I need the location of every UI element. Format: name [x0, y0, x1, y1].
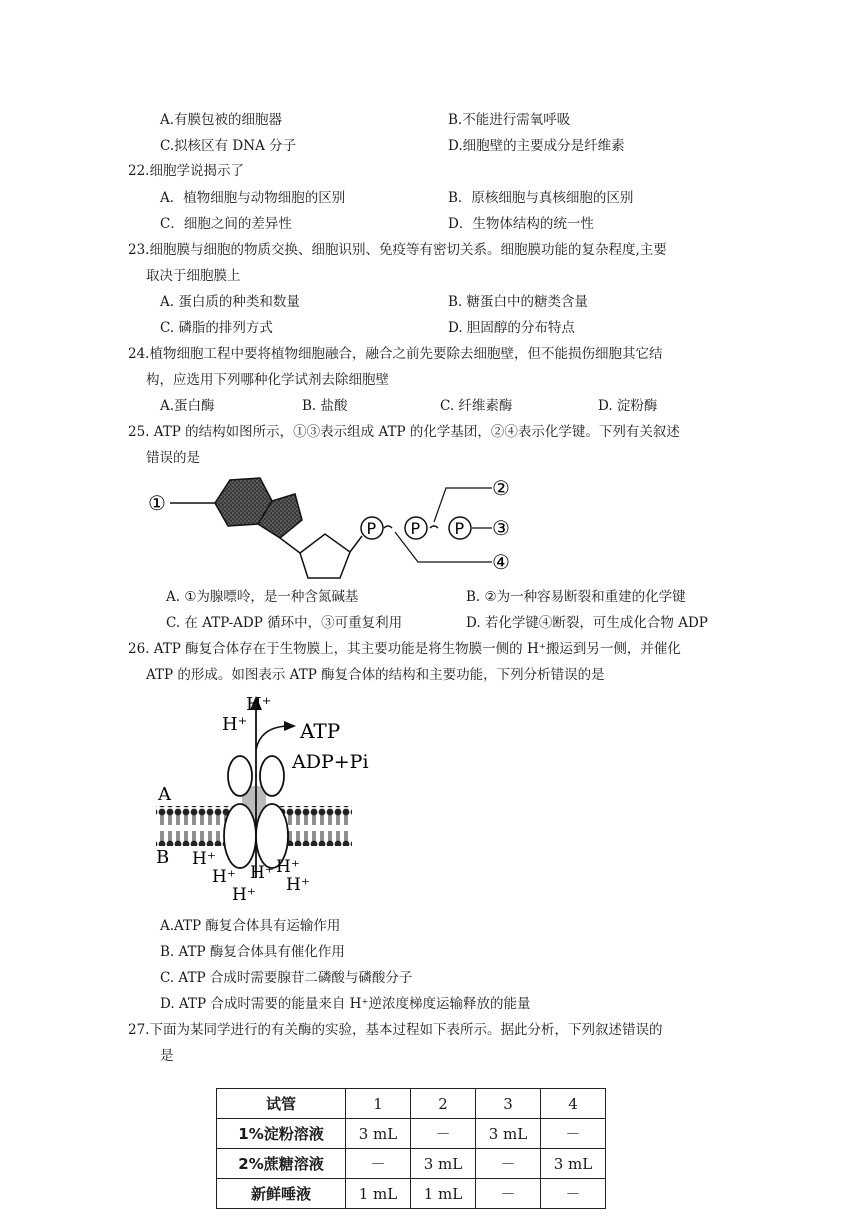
h-ion-b5: H⁺ — [232, 885, 256, 905]
table-row — [217, 1149, 606, 1179]
q24-option-b: B. 盐酸 — [302, 398, 348, 414]
q26-option-c: C. ATP 合成时需要腺苷二磷酸与磷酸分子 — [160, 970, 413, 986]
protein-subunit-shape — [224, 804, 256, 868]
q23-option-a: A. 蛋白质的种类和数量 — [160, 294, 300, 310]
phosphate-1: P — [366, 519, 377, 538]
h-ion-top: H⁺ — [246, 694, 272, 715]
protein-head-left-shape — [228, 756, 252, 796]
table-cell: － — [476, 1179, 541, 1209]
phosphate-2: P — [410, 519, 421, 538]
q26-option-b: B. ATP 酶复合体具有催化作用 — [160, 944, 345, 960]
question-24-stem: 24.植物细胞工程中要将植物细胞融合，融合之前先要除去细胞壁，但不能损伤细胞其它结 — [128, 346, 663, 362]
table-cell: 3 mL — [541, 1149, 606, 1179]
option-c: C.拟核区有 DNA 分子 — [160, 138, 297, 154]
q26-option-a: A.ATP 酶复合体具有运输作用 — [160, 918, 341, 934]
label-2: ② — [492, 476, 510, 500]
q24-option-a: A.蛋白酶 — [160, 398, 215, 414]
table-cell: － — [541, 1179, 606, 1209]
q25-option-c: C. 在 ATP-ADP 循环中，③可重复利用 — [166, 615, 403, 631]
side-a-label: A — [158, 784, 171, 805]
option-a: A.有膜包被的细胞器 — [160, 112, 283, 128]
atp-label: ATP — [300, 719, 341, 743]
table-header-cell: 2 — [411, 1089, 476, 1119]
h-ion-b1: H⁺ — [192, 849, 216, 869]
table-cell: 1%淀粉溶液 — [217, 1119, 346, 1149]
question-27-stem: 27.下面为某同学进行的有关酶的实验，基本过程如下表所示。据此分析，下列叙述错误的 — [128, 1022, 663, 1038]
question-26-stem-cont: ATP 的形成。如图表示 ATP 酶复合体的结构和主要功能，下列分析错误的是 — [146, 667, 605, 683]
q22-option-a: A．植物细胞与动物细胞的区别 — [160, 190, 346, 206]
question-23-stem: 23.细胞膜与细胞的物质交换、细胞识别、免疫等有密切关系。细胞膜功能的复杂程度,主要 — [128, 242, 667, 258]
option-b: B.不能进行需氧呼吸 — [448, 112, 571, 128]
question-25-stem: 25. ATP 的结构如图所示，①③表示组成 ATP 的化学基团，②④表示化学键。下列有关叙述 — [128, 424, 680, 440]
label-1: ① — [148, 491, 166, 515]
table-header-cell: 试管 — [217, 1089, 346, 1119]
table-cell: － — [541, 1119, 606, 1149]
ribose-ring-shape — [300, 534, 350, 578]
question-23-stem-cont: 取决于细胞膜上 — [146, 268, 241, 284]
q25-option-a: A. ①为腺嘌呤，是一种含氮碱基 — [166, 589, 359, 605]
h-ion-b4: H⁺ — [276, 857, 300, 877]
h-ion-b6: H⁺ — [286, 875, 310, 895]
table-cell: － — [411, 1119, 476, 1149]
atpase-complex-diagram — [150, 688, 390, 910]
question-24-stem-cont: 构，应选用下列哪种化学试剂去除细胞壁 — [146, 372, 389, 388]
phosphate-3: P — [454, 519, 465, 538]
question-27-stem-cont: 是 — [160, 1048, 174, 1064]
q23-option-c: C. 磷脂的排列方式 — [160, 320, 273, 336]
h-ion-b2: H⁺ — [212, 867, 236, 887]
table-cell: 2%蔗糖溶液 — [217, 1149, 346, 1179]
q22-option-b: B．原核细胞与真核细胞的区别 — [448, 190, 634, 206]
table-row — [217, 1119, 606, 1149]
table-cell: 1 mL — [411, 1179, 476, 1209]
q26-option-d: D. ATP 合成时需要的能量来自 H⁺逆浓度梯度运输释放的能量 — [160, 996, 531, 1012]
q22-option-c: C．细胞之间的差异性 — [160, 216, 292, 232]
label-4: ④ — [492, 550, 510, 574]
table-header-row — [217, 1089, 606, 1119]
q22-option-d: D．生物体结构的统一性 — [448, 216, 594, 232]
table-cell: 新鲜唾液 — [217, 1179, 346, 1209]
q25-option-b: B. ②为一种容易断裂和重建的化学键 — [466, 589, 686, 605]
protein-head-right-shape — [260, 756, 284, 796]
table-cell: 1 mL — [346, 1179, 411, 1209]
table-header-cell: 4 — [541, 1089, 606, 1119]
table-header-cell: 1 — [346, 1089, 411, 1119]
adp-pi-label: ADP+Pi — [292, 751, 369, 773]
table-cell: 3 mL — [476, 1119, 541, 1149]
table-cell: 3 mL — [411, 1149, 476, 1179]
table-row — [217, 1179, 606, 1209]
q24-option-c: C. 纤维素酶 — [440, 398, 513, 414]
q25-option-d: D. 若化学键④断裂，可生成化合物 ADP — [466, 615, 708, 631]
label-3: ③ — [492, 516, 510, 540]
side-b-label: B — [156, 847, 170, 868]
table-cell: 3 mL — [346, 1119, 411, 1149]
question-25-stem-cont: 错误的是 — [146, 450, 200, 466]
table-header-cell: 3 — [476, 1089, 541, 1119]
table-cell: － — [476, 1149, 541, 1179]
option-d: D.细胞壁的主要成分是纤维素 — [448, 138, 625, 154]
question-26-stem: 26. ATP 酶复合体存在于生物膜上，其主要功能是将生物膜一侧的 H⁺搬运到另一侧，并催化 — [128, 641, 681, 657]
h-ion-top-2: H⁺ — [222, 714, 248, 735]
experiment-table — [216, 1088, 606, 1209]
q23-option-b: B. 糖蛋白中的糖类含量 — [448, 294, 589, 310]
h-ion-b3: H⁺ — [250, 863, 274, 883]
atp-structure-diagram — [140, 468, 540, 580]
q23-option-d: D. 胆固醇的分布特点 — [448, 320, 575, 336]
q24-option-d: D. 淀粉酶 — [598, 398, 658, 414]
table-cell: － — [346, 1149, 411, 1179]
question-22-stem: 22.细胞学说揭示了 — [128, 163, 244, 179]
